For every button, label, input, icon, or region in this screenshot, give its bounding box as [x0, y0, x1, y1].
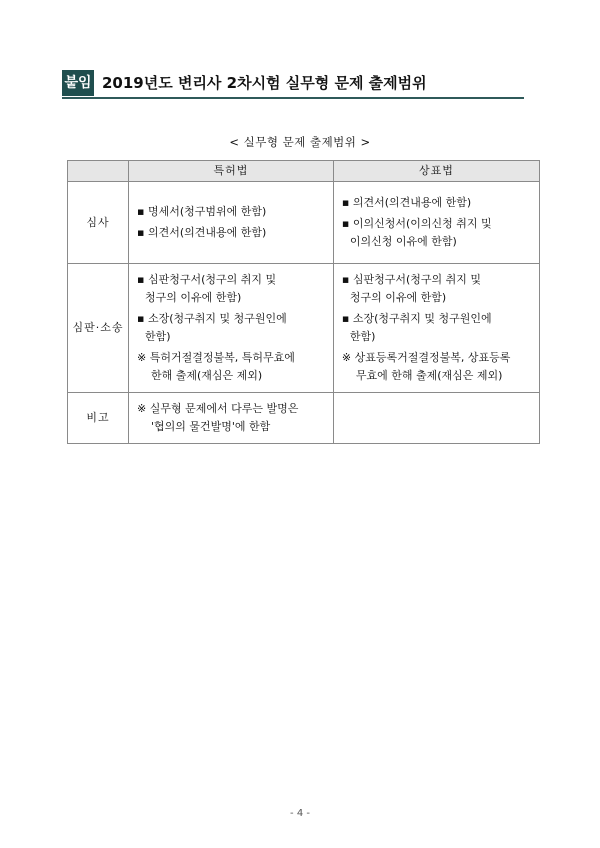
- item-text: 심판청구서(청구의 취지 및: [352, 273, 481, 286]
- item-text: 의견서(의견내용에 한함): [147, 226, 267, 239]
- patent-remarks-cell: [129, 393, 334, 444]
- document-title: 2019년도 변리사 2차시험 실무형 문제 출제범위: [102, 74, 427, 92]
- note-item: [137, 349, 327, 385]
- table-row-trial-litigation: [68, 264, 540, 393]
- table-header-row: [68, 161, 540, 182]
- row-label-examination: 심사: [68, 182, 129, 264]
- bullet-icon: ▪: [341, 217, 350, 230]
- note-item: [137, 400, 327, 436]
- item-text-continued: 한함): [145, 330, 171, 343]
- note-item: [342, 349, 533, 385]
- list-item: [342, 271, 533, 307]
- item-text-continued: 한함): [349, 330, 376, 343]
- item-text: 의견서(의견내용에 한함): [352, 196, 472, 209]
- list-item: [137, 310, 327, 346]
- bullet-icon: ▪: [137, 226, 145, 239]
- table-row-examination: [68, 182, 540, 264]
- corner-cell: [68, 161, 129, 182]
- item-text-continued: 이의신청 이유에 한함): [349, 235, 457, 248]
- trademark-remarks-cell: [333, 393, 539, 444]
- trademark-trial-cell: [333, 264, 539, 393]
- bullet-icon: ▪: [341, 273, 350, 286]
- note-text: 상표등록거절결정불복, 상표등록: [354, 351, 511, 364]
- trademark-examination-cell: [333, 182, 539, 264]
- item-text: 소장(청구취지 및 청구원인에: [352, 312, 492, 325]
- reference-mark-icon: ※: [341, 351, 352, 364]
- table-row-remarks: [68, 393, 540, 444]
- attachment-badge: 붙임: [62, 70, 94, 96]
- column-header-trademark: 상표법: [333, 161, 539, 182]
- bullet-icon: ▪: [137, 312, 145, 325]
- exam-scope-table: [67, 160, 540, 444]
- header-divider: [62, 97, 524, 99]
- document-header: [62, 70, 524, 96]
- reference-mark-icon: ※: [137, 402, 147, 415]
- list-item: [342, 215, 533, 251]
- note-text-continued: 무효에 한해 출제(재심은 제외): [355, 369, 503, 382]
- page-number: - 4 -: [290, 808, 310, 819]
- note-text: 특허거절결정불복, 특허무효에: [149, 351, 295, 364]
- item-text: 심판청구서(청구의 취지 및: [147, 273, 277, 286]
- bullet-icon: ▪: [341, 312, 350, 325]
- list-item: [137, 224, 327, 242]
- row-label-trial-litigation: 심판·소송: [68, 264, 129, 393]
- patent-examination-cell: [129, 182, 334, 264]
- item-text-continued: 청구의 이유에 한함): [145, 291, 242, 304]
- list-item: [342, 194, 533, 212]
- list-item: [137, 203, 327, 221]
- list-item: [137, 271, 327, 307]
- item-text: 명세서(청구범위에 한함): [147, 205, 267, 218]
- item-text-continued: 청구의 이유에 한함): [349, 291, 447, 304]
- row-label-remarks: 비고: [68, 393, 129, 444]
- note-text: 실무형 문제에서 다루는 발명은: [149, 402, 299, 415]
- bullet-icon: ▪: [137, 273, 145, 286]
- item-text: 이의신청서(이의신청 취지 및: [352, 217, 492, 230]
- note-text-continued: '협의의 물건발명'에 한함: [151, 420, 271, 433]
- bullet-icon: ▪: [137, 205, 145, 218]
- list-item: [342, 310, 533, 346]
- reference-mark-icon: ※: [137, 351, 147, 364]
- column-header-patent: 특허법: [129, 161, 334, 182]
- patent-trial-cell: [129, 264, 334, 393]
- bullet-icon: ▪: [341, 196, 350, 209]
- table-caption: < 실무형 문제 출제범위 >: [229, 135, 371, 149]
- item-text: 소장(청구취지 및 청구원인에: [147, 312, 287, 325]
- note-text-continued: 한해 출제(재심은 제외): [151, 369, 263, 382]
